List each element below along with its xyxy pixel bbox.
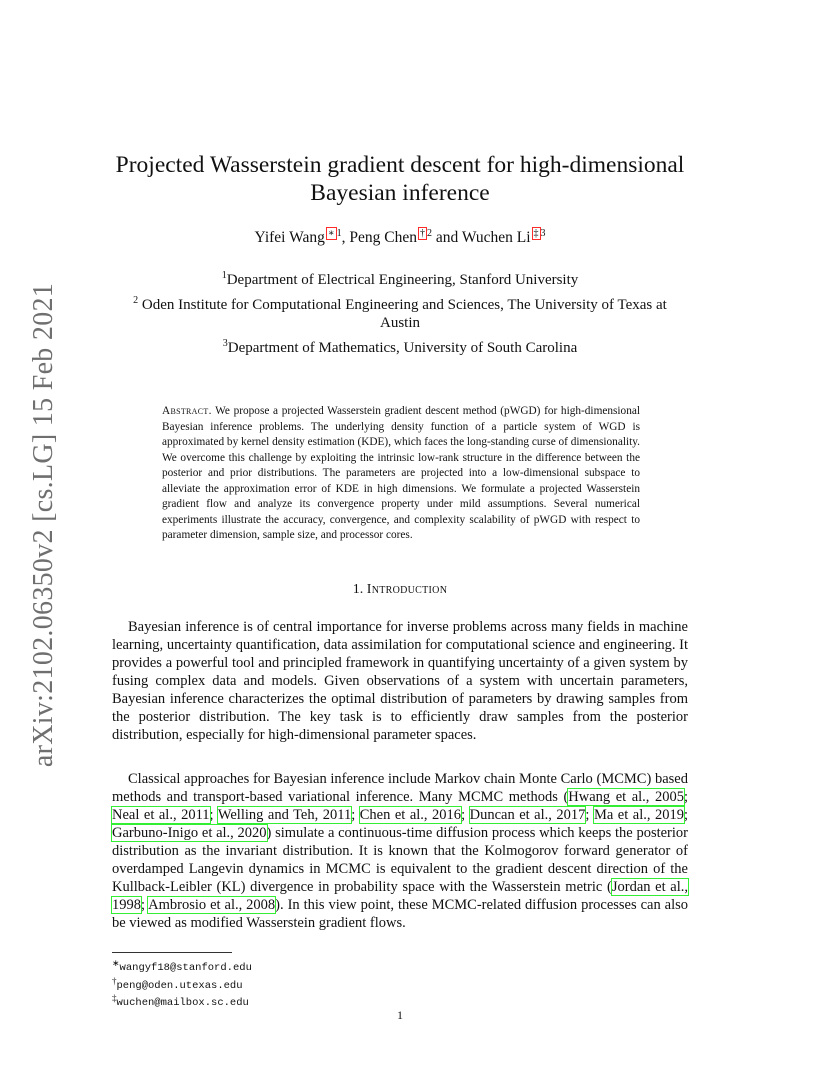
citation-link[interactable]: Garbuno-Inigo et al., 2020 [112, 825, 267, 841]
affiliation-1 [120, 271, 680, 289]
affiliation-1-number: 1 [221, 270, 227, 281]
author-separator: , [341, 229, 350, 246]
affiliation-3-text: Department of Mathematics, University of South Carolina [227, 340, 578, 356]
citation-link[interactable]: Duncan et al., 2017 [469, 807, 586, 823]
author-3-name: Wuchen Li [461, 229, 531, 246]
citation-link[interactable]: Chen et al., 2016 [359, 807, 462, 823]
author-3-affiliation: 3 [540, 228, 546, 239]
author-1-name: Yifei Wang [254, 229, 325, 246]
author-3-footnote-link[interactable]: ‡ [533, 228, 539, 239]
citation-link[interactable]: Ambrosio et al., 2008 [148, 897, 276, 913]
citation-separator: ; [683, 789, 688, 805]
author-2-name: Peng Chen [349, 229, 417, 246]
footnote-1 [112, 956, 252, 975]
section-heading [100, 582, 700, 598]
author-1-affiliation: 1 [336, 228, 342, 239]
intro-paragraph-1: Bayesian inference is of central importance for inverse problems across many fields in machine learning, uncertainty quantification, data assimilation for computational science and engineering. It provides a powerful tool and principled framework in quantifying uncertainty of a given system by fusing complex data and models. Given observations of a system with uncertain parameters, Bayesian inference characterizes the optimal distribution of parameters by drawing samples from the posterior distribution. The key task is to efficiently draw samples from the posterior distribution, especially for high-dimensional parameter spaces. [112, 619, 688, 743]
footnote-1-email: wangyf18@stanford.edu [119, 962, 252, 974]
affiliation-2-number: 2 [133, 295, 139, 306]
arxiv-identifier [22, 282, 66, 768]
abstract-label: Abstract. [162, 405, 212, 417]
footnote-3-mark: ‡ [112, 993, 117, 1003]
footnote-rule [112, 952, 232, 953]
affiliation-2-text: Oden Institute for Computational Engineering and Sciences, The University of Texas at Austin [138, 297, 667, 331]
paragraph-text: ) simulate a continuous-time diffusion process which keeps the posterior distribution as the invariant distribution. It is known that the Kolmogorov forward generator of overdamped Langevin dynamics in MCMC is equivalent to the gradient descent direction of the Kullback-Leibler (KL) divergence in probability space with the Wasserstein metric ( [112, 825, 688, 895]
citation-separator: ; [141, 897, 149, 913]
citation-link[interactable]: Hwang et al., 2005 [568, 789, 684, 805]
footnote-3 [112, 991, 249, 1010]
page-number: 1 [397, 1008, 403, 1022]
author-list [100, 227, 700, 249]
abstract-text: We propose a projected Wasserstein gradient descent method (pWGD) for high-dimensional Bayesian inference problems. The underlying density function of a particle system of WGD is approximated by kernel density estimation (KDE), which faces the long-standing curse of dimensionality. We overcome this challenge by exploiting the intrinsic low-rank structure in the difference between the posterior and prior distributions. The parameters are projected into a low-dimensional subspace to alleviate the approximation error of KDE in high dimensions. We formulate a projected Wasserstein gradient flow and analyze its convergence property under mild assumptions. Several numerical experiments illustrate the accuracy, convergence, and complexity scalability of pWGD with respect to parameter dimension, sample size, and processor cores. [162, 405, 641, 541]
citation-separator: ; [351, 807, 360, 823]
paragraph-text: ). In this view point, these MCMC-related diffusion processes can also be viewed as modified Wasserstein gradient flows. [112, 897, 688, 931]
footnote-2-mark: † [112, 976, 117, 986]
affiliation-2 [120, 296, 680, 332]
citation-link[interactable]: Neal et al., 2011 [112, 807, 210, 823]
author-2-affiliation: 2 [426, 228, 432, 239]
footnote-3-email: wuchen@mailbox.sc.edu [116, 997, 249, 1009]
arxiv-identifier-text: arXiv:2102.06350v2 [cs.LG] 15 Feb 2021 [28, 282, 59, 768]
citation-separator: ; [461, 807, 470, 823]
affiliation-1-text: Department of Electrical Engineering, Stanford University [226, 272, 579, 288]
paper-title: Projected Wasserstein gradient descent for high-dimensional Bayesian inference [115, 152, 685, 206]
footnote-1-mark: ∗ [112, 958, 120, 968]
abstract [162, 404, 640, 544]
citation-separator: ; [683, 807, 689, 823]
citation-separator: ; [209, 807, 218, 823]
author-2-footnote-link[interactable]: † [419, 228, 425, 239]
section-number: 1. [352, 582, 364, 597]
footnote-2-email: peng@oden.utexas.edu [116, 980, 243, 992]
citation-link[interactable]: Welling and Teh, 2011 [217, 807, 352, 823]
author-1-footnote-link[interactable]: ∗ [327, 228, 335, 239]
intro-paragraph-2 [112, 770, 688, 932]
affiliation-3-number: 3 [222, 338, 228, 349]
paragraph-text: Classical approaches for Bayesian inference include Markov chain Monte Carlo (MCMC) based methods and transport-based variational inference. Many MCMC methods ( [112, 771, 688, 805]
section-title: Introduction [366, 582, 448, 597]
citation-link[interactable]: Ma et al., 2019 [593, 807, 684, 823]
affiliation-3 [120, 339, 680, 357]
author-separator: and [431, 229, 462, 246]
citation-separator: ; [585, 807, 594, 823]
citation-link[interactable]: Jordan et al., 1998 [112, 879, 688, 913]
